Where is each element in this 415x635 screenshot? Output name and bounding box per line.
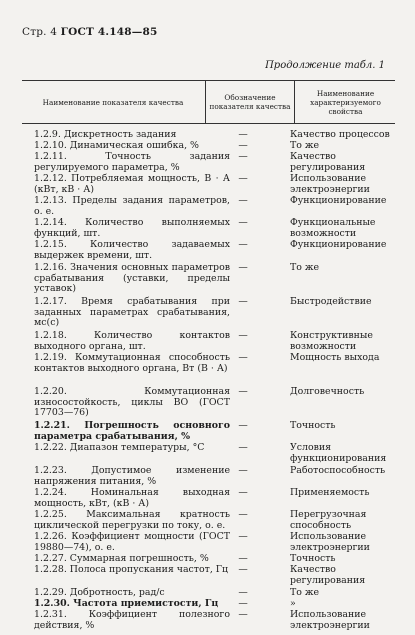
indicator-designation: — bbox=[238, 598, 248, 609]
indicator-name: 1.2.20. Коммутационная износостойкость, циклы ВО (ГОСТ 17703—76) bbox=[34, 386, 230, 419]
column-header-designation: Обозначение показателя качества bbox=[205, 81, 294, 123]
indicator-name: 1.2.25. Максимальная кратность циклической перегрузки по току, о. е. bbox=[34, 509, 230, 531]
indicator-designation: — bbox=[238, 386, 248, 397]
indicator-name: 1.2.11. Точность задания регулируемого параметра, % bbox=[34, 151, 230, 173]
indicator-name: 1.2.29. Добротность, рад/с bbox=[34, 587, 165, 598]
indicator-name: 1.2.18. Количество контактов выходного органа, шт. bbox=[34, 330, 230, 352]
indicator-name: 1.2.14. Количество выполняемых функций, шт. bbox=[34, 217, 230, 239]
indicator-name: 1.2.21. Погрешность основного параметра срабатывания, % bbox=[34, 420, 230, 442]
characterized-property: Работоспособность bbox=[290, 465, 386, 476]
characterized-property: Использование электроэнергии bbox=[290, 609, 370, 631]
indicator-designation: — bbox=[238, 330, 248, 341]
characterized-property: Использование электроэнергии bbox=[290, 531, 370, 553]
characterized-property: Точность bbox=[290, 553, 336, 564]
indicator-name: 1.2.9. Дискретность задания bbox=[34, 129, 177, 140]
characterized-property: Функционирование bbox=[290, 195, 387, 206]
table-continuation-label: Продолжение табл. 1 bbox=[265, 60, 385, 71]
characterized-property: Использование электроэнергии bbox=[290, 173, 370, 195]
indicator-designation: — bbox=[238, 352, 248, 363]
indicator-name: 1.2.28. Полоса пропускания частот, Гц bbox=[34, 564, 229, 575]
indicator-name: 1.2.24. Номинальная выходная мощность, кВт, (кВ · А) bbox=[34, 487, 230, 509]
indicator-designation: — bbox=[238, 217, 248, 228]
characterized-property: Качество регулирования bbox=[290, 564, 366, 586]
characterized-property: Функционирование bbox=[290, 239, 387, 250]
characterized-property: Точность bbox=[290, 420, 336, 431]
characterized-property: Качество регулирования bbox=[290, 151, 366, 173]
indicator-name: 1.2.31. Коэффициент полезного действия, % bbox=[34, 609, 230, 631]
indicator-name: 1.2.12. Потребляемая мощность, В · А (кВт, кВ · А) bbox=[34, 173, 230, 195]
indicator-designation: — bbox=[238, 564, 248, 575]
indicator-designation: — bbox=[238, 239, 248, 250]
indicator-designation: — bbox=[238, 140, 248, 151]
indicator-name: 1.2.26. Коэффициент мощности (ГОСТ 19880—74), о. е. bbox=[34, 531, 230, 553]
indicator-designation: — bbox=[238, 553, 248, 564]
indicator-name: 1.2.27. Суммарная погрешность, % bbox=[34, 553, 209, 564]
indicator-name: 1.2.17. Время срабатывания при заданных параметрах срабатывания, мс(с) bbox=[34, 296, 230, 329]
indicator-designation: — bbox=[238, 173, 248, 184]
indicator-designation: — bbox=[238, 487, 248, 498]
indicator-designation: — bbox=[238, 442, 248, 453]
table-header bbox=[22, 80, 395, 124]
indicator-name: 1.2.19. Коммутационная способность контактов выходного органа, Вт (В · А) bbox=[34, 352, 230, 374]
column-header-property: Наименование характеризуемого свойства bbox=[294, 81, 396, 123]
characterized-property: Долговечность bbox=[290, 386, 365, 397]
indicator-designation: — bbox=[238, 129, 248, 140]
characterized-property: Конструктивные возможности bbox=[290, 330, 373, 352]
page-header bbox=[22, 26, 158, 38]
indicator-name: 1.2.30. Частота приемистости, Гц bbox=[34, 598, 219, 609]
indicator-designation: — bbox=[238, 195, 248, 206]
indicator-designation: — bbox=[238, 509, 248, 520]
indicator-name: 1.2.15. Количество задаваемых выдержек времени, шт. bbox=[34, 239, 230, 261]
indicator-designation: — bbox=[238, 151, 248, 162]
indicator-designation: — bbox=[238, 296, 248, 307]
characterized-property: Условия функционирования bbox=[290, 442, 387, 464]
characterized-property: Применяемость bbox=[290, 487, 370, 498]
characterized-property: То же bbox=[290, 262, 320, 273]
characterized-property: Мощность выхода bbox=[290, 352, 380, 363]
characterized-property: » bbox=[290, 598, 296, 609]
indicator-name: 1.2.13. Пределы задания параметров, о. е. bbox=[34, 195, 230, 217]
indicator-name: 1.2.23. Допустимое изменение напряжения питания, % bbox=[34, 465, 230, 487]
characterized-property: Качество процессов bbox=[290, 129, 390, 140]
characterized-property: Быстродействие bbox=[290, 296, 372, 307]
column-header-indicator: Наименование показателя качества bbox=[42, 97, 184, 107]
standard-code: ГОСТ 4.148—85 bbox=[60, 26, 158, 38]
characterized-property: То же bbox=[290, 587, 320, 598]
indicator-designation: — bbox=[238, 531, 248, 542]
indicator-designation: — bbox=[238, 465, 248, 476]
characterized-property: Функциональные возможности bbox=[290, 217, 376, 239]
characterized-property: То же bbox=[290, 140, 320, 151]
indicator-name: 1.2.22. Диапазон температуры, °С bbox=[34, 442, 205, 453]
indicator-designation: — bbox=[238, 420, 248, 431]
characterized-property: Перегрузочная способность bbox=[290, 509, 367, 531]
indicator-designation: — bbox=[238, 587, 248, 598]
indicator-name: 1.2.10. Динамическая ошибка, % bbox=[34, 140, 199, 151]
indicator-designation: — bbox=[238, 609, 248, 620]
indicator-name: 1.2.16. Значения основных параметров срабатывания (уставки, пределы уставок) bbox=[34, 262, 230, 295]
page-number: Стр. 4 bbox=[22, 26, 58, 38]
indicator-designation: — bbox=[238, 262, 248, 273]
